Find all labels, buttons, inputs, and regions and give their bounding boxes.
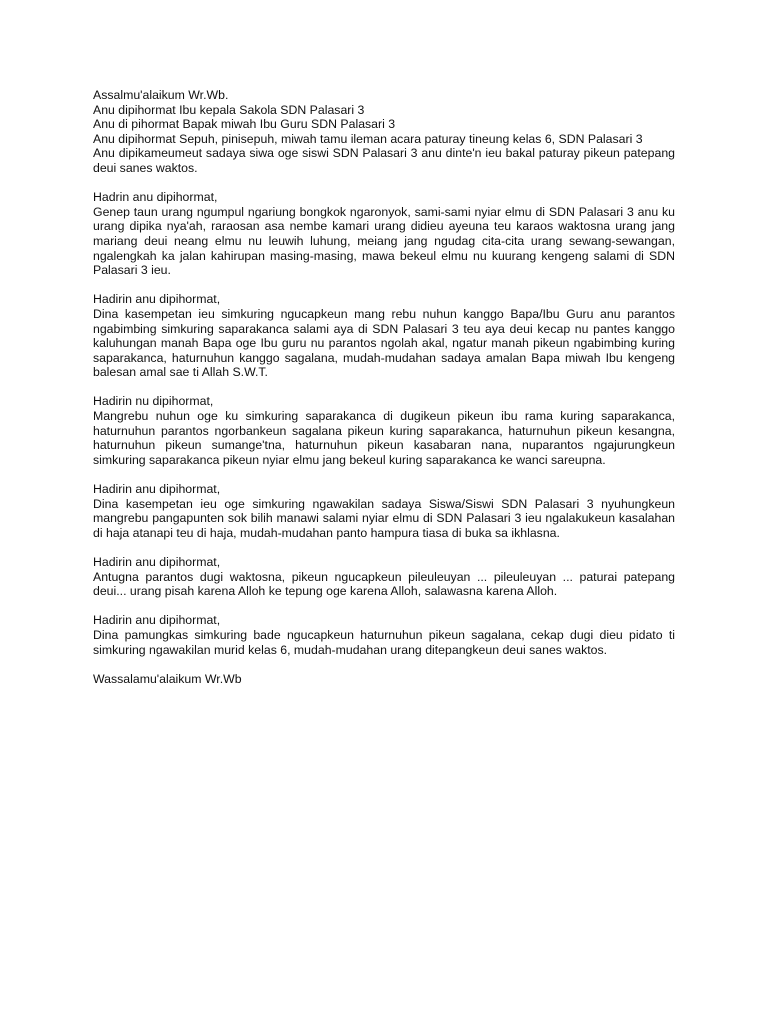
section (93, 482, 675, 540)
section-body: Dina kasempetan ieu simkuring ngucapkeun mang rebu nuhun kanggo Bapa/Ibu Guru anu parantos ngabimbing simkuring saparakanca salami aya di SDN Palasari 3 teu aya deui kecap nu pantes kanggo kaluhungan manah Bapa oge Ibu guru nu parantos ngolah akal, ngatur manah pikeun ngabimbing kuring saparakanca, haturnuhun kanggo sagalana, mudah-mudahan sadaya amalan Bapa miwah Ibu kengeng balesan amal sae ti Allah S.W.T. (93, 306, 675, 380)
section-salutation: Hadirin nu dipihormat, (93, 394, 214, 409)
section-body: Antugna parantos dugi waktosna, pikeun ngucapkeun pileuleuyan ... pileuleuyan ... paturai patepang deui... urang pisah karena Alloh ke tepung oge karena Alloh, salawasna karena Alloh. (93, 569, 675, 599)
section (93, 394, 675, 467)
section-body: Dina pamungkas simkuring bade ngucapkeun haturnuhun pikeun sagalana, cekap dugi dieu pidato ti simkuring ngawakilan murid kelas 6, mudah-mudahan urang ditepangkeun deui sanes waktos. (93, 627, 675, 657)
section-body: Dina kasempetan ieu oge simkuring ngawakilan sadaya Siswa/Siswi SDN Palasari 3 nyuhungkeun mangrebu pangapunten sok bilih manawi salami nyiar elmu di SDN Palasari 3 ieu ngalakukeun kasalahan di haja atanapi teu di haja, mudah-mudahan panto hampura tiasa di buka sa ikhlasna. (93, 496, 675, 540)
section (93, 190, 675, 278)
speech-text (93, 88, 675, 686)
section-body: Genep taun urang ngumpul ngariung bongkok ngaronyok, sami-sami nyiar elmu di SDN Palasari 3 anu ku urang dipika nya'ah, raraosan asa nembe kamari urang didieu ayeuna teu karaos waktosna urang jang mariang deui neang elmu nu leuwih luhung, meiang jang ngudag cita-cita urang sewang-sewangan, ngalengkah ka jalan kahirupan masing-masing, mawa bekeul elmu nu kuurang kengeng salami di SDN Palasari 3 ieu. (93, 204, 675, 278)
section-salutation: Hadirin anu dipihormat, (93, 292, 221, 307)
section (93, 292, 675, 380)
honorific-line: Anu di pihormat Bapak miwah Ibu Guru SDN Palasari 3 (93, 117, 396, 132)
opening-salam: Assalmu'alaikum Wr.Wb. (93, 88, 229, 102)
closing-salam: Wassalamu'alaikum Wr.Wb (93, 671, 242, 686)
honorific-line: Anu dipihormat Sepuh, pinisepuh, miwah tamu ileman acara paturay tineung kelas 6, SDN Palasari 3 (93, 131, 643, 146)
opening-closing-line: Anu dipikameumeut sadaya siwa oge siswi SDN Palasari 3 anu dinte'n ieu bakal paturay pikeun patepang deui sanes waktos. (93, 146, 675, 175)
section-salutation: Hadirin anu dipihormat, (93, 613, 221, 628)
section-salutation: Hadrin anu dipihormat, (93, 190, 218, 205)
section (93, 613, 675, 657)
section-salutation: Hadirin anu dipihormat, (93, 482, 221, 497)
section (93, 555, 675, 599)
section-salutation: Hadirin anu dipihormat, (93, 555, 221, 569)
honorific-line: Anu dipihormat Ibu kepala Sakola SDN Palasari 3 (93, 102, 365, 117)
opening-block (93, 88, 675, 176)
section-body: Mangrebu nuhun oge ku simkuring saparakanca di dugikeun pikeun ibu rama kuring saparakanca, haturnuhun parantos ngorbankeun sagalana pikeun kuring saparakanca, haturnuhun pikeun kesangna, haturnuhun pikeun sumange'tna, haturnuhun pikeun kasabaran nana, nuparantos ngajurungkeun simkuring saparakanca pikeun nyiar elmu jang bekeul kuring saparakanca ke wanci sareupna. (93, 409, 675, 467)
